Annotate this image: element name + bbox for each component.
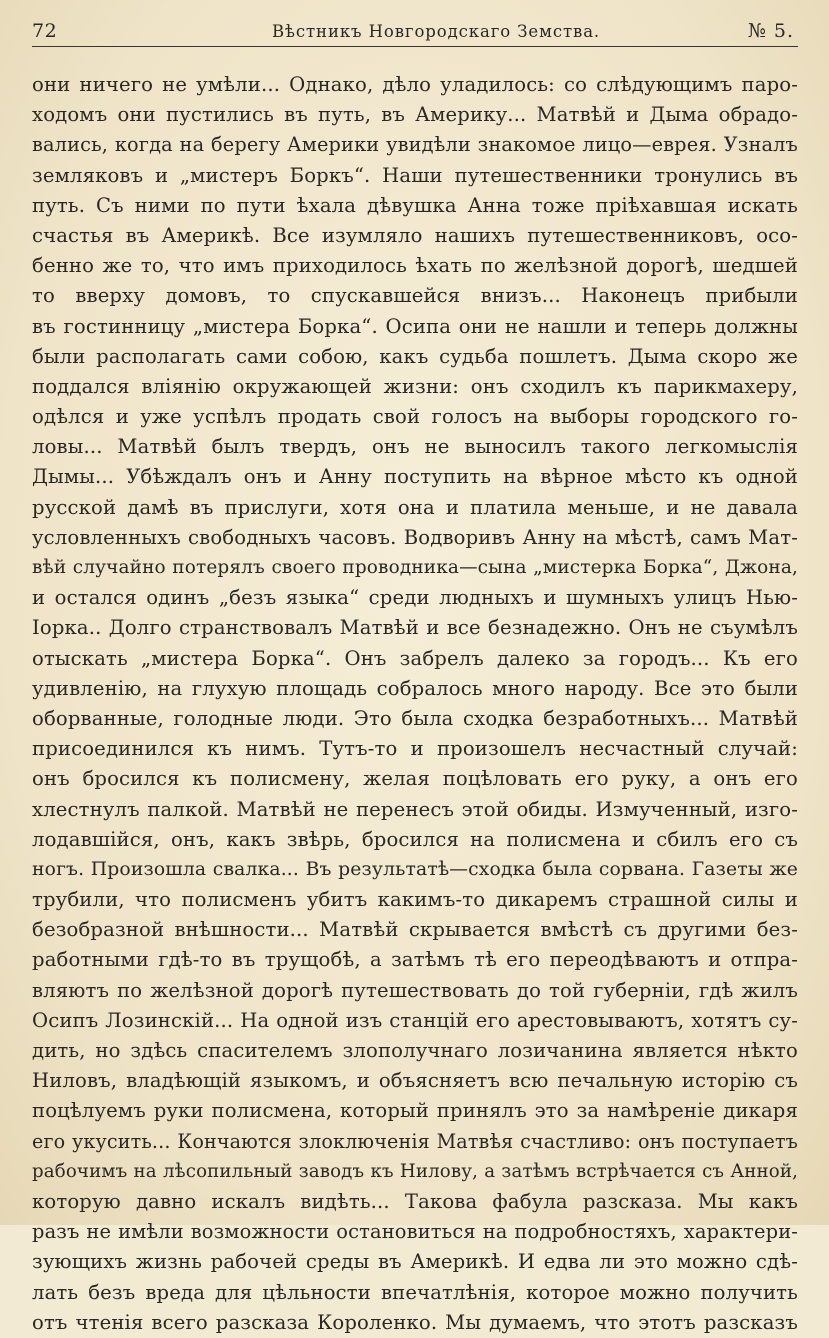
text-line: оборванные, голодные люди. Это была сходка безработныхъ... Матвѣй (32, 706, 798, 730)
text-line: ходомъ они пустились въ путь, въ Америку... Матвѣй и Дыма обрадо- (32, 103, 798, 127)
text-line: его укусить... Кончаются злоключенія Матвѣя счастливо: онъ поступаетъ (32, 1129, 798, 1153)
text-line: онъ бросился къ полисмену, желая поцѣловать его руку, а онъ его (32, 767, 798, 791)
header-rule (32, 46, 798, 47)
text-line: условленныхъ свободныхъ часовъ. Водворивъ Анну на мѣстѣ, самъ Мат- (32, 525, 798, 549)
text-line: вѣй случайно потерялъ своего проводника—сына „мистерка Борка“, Джона, (32, 557, 798, 578)
text-line: дить, но здѣсь спасителемъ злополучнаго лозичанина является нѣкто (32, 1039, 798, 1062)
text-line: удивленію, на глухую площадь собралось много народу. Все это были (32, 676, 798, 700)
text-line: и остался одинъ „безъ языка“ среди людныхъ и шумныхъ улицъ Нью- (32, 586, 798, 610)
text-line: одѣлся и уже успѣлъ продать свой голосъ на выборы городского го- (32, 405, 798, 429)
page-header (32, 18, 798, 46)
text-line: Дымы... Убѣждалъ онъ и Анну поступить на вѣрное мѣсто къ одной (32, 465, 798, 489)
text-line: работными гдѣ-то въ трущобѣ, а затѣмъ тѣ его переодѣваютъ и отпра- (32, 948, 798, 972)
text-line: зующихъ жизнь рабочей среды въ Америкѣ. И едва ли это можно сдѣ- (32, 1250, 798, 1274)
text-line: Ниловъ, владѣющій языкомъ, и объясняетъ всю печальную исторію съ (32, 1069, 798, 1093)
text-line: то вверху домовъ, то спускавшейся внизъ... Наконецъ прибыли (32, 284, 798, 308)
text-line: земляковъ и „мистеръ Боркъ“. Наши путешественники тронулись въ (32, 163, 798, 187)
running-title: Вѣстникъ Новгородскаго Земства. (272, 22, 601, 41)
text-line: отыскать „мистера Борка“. Онъ забрелъ далеко за городъ... Къ его (32, 646, 798, 670)
text-line: поцѣлуемъ руки полисмена, который принялъ это за намѣреніе дикаря (32, 1099, 798, 1123)
text-line: вались, когда на берегу Америки увидѣли знакомое лицо—еврея. Узналъ (32, 133, 798, 157)
text-line: хлестнулъ палкой. Матвѣй не перенесъ этой обиды. Измученный, изго- (32, 797, 798, 821)
text-line: въ гостинницу „мистера Борка“. Осипа они не нашли и теперь должны (32, 314, 798, 338)
text-line: которую давно искалъ видѣть... Такова фабула разсказа. Мы какъ (32, 1189, 798, 1213)
text-line: бенно же то, что имъ приходилось ѣхать по желѣзной дорогѣ, шедшей (32, 254, 798, 278)
text-line: ловы... Матвѣй былъ твердъ, онъ не выносилъ такого легкомыслія (32, 435, 798, 459)
issue-number: № 5. (747, 20, 794, 42)
text-line: вляютъ по желѣзной дорогѣ путешествовать до той губерніи, гдѣ жилъ (32, 978, 798, 1002)
text-line: рабочимъ на лѣсопильный заводъ къ Нилову, а затѣмъ встрѣчается съ Анной, (32, 1160, 798, 1182)
text-line: были располагать сами собою, какъ судьба пошлетъ. Дыма скоро же (32, 344, 798, 368)
text-line: лать безъ вреда для цѣльности впечатлѣнія, которое можно получить (32, 1280, 798, 1304)
text-line: отъ чтенія всего разсказа Короленко. Мы думаемъ, что этотъ разсказъ (32, 1310, 798, 1334)
text-line: счастья въ Америкѣ. Все изумляло нашихъ путешественниковъ, осо- (32, 223, 798, 247)
body-text (32, 70, 798, 1338)
text-line: разъ не имѣли возможности остановиться на подробностяхъ, характери- (32, 1220, 798, 1244)
text-line: безобразной внѣшности... Матвѣй скрывается вмѣстѣ съ другими без- (32, 918, 798, 942)
text-line: поддался вліянію окружающей жизни: онъ сходилъ къ парикмахеру, (32, 374, 798, 398)
text-line: лодавшійся, онъ, какъ звѣрь, бросился на полисмена и сбилъ его съ (32, 827, 798, 851)
text-line: Осипъ Лозинскій... На одной изъ станцій его арестовываютъ, хотятъ су- (32, 1008, 798, 1032)
text-line: путь. Съ ними по пути ѣхала дѣвушка Анна тоже пріѣхавшая искать (32, 193, 798, 217)
text-line: они ничего не умѣли... Однако, дѣло уладилось: со слѣдующимъ паро- (32, 73, 798, 96)
page-number: 72 (32, 20, 58, 42)
text-line: трубили, что полисменъ убитъ какимъ-то дикаремъ страшной силы и (32, 888, 798, 912)
text-line: Іорка.. Долго странствовалъ Матвѣй и все безнадежно. Онъ не съумѣлъ (32, 616, 798, 640)
text-line: русской дамѣ въ прислуги, хотя она и платила меньше, и не давала (32, 495, 798, 519)
text-line: ногъ. Произошла свалка... Въ результатѣ—сходка была сорвана. Газеты же (32, 858, 798, 880)
text-line: присоединился къ нимъ. Тутъ-то и произошелъ несчастный случай: (32, 737, 798, 761)
